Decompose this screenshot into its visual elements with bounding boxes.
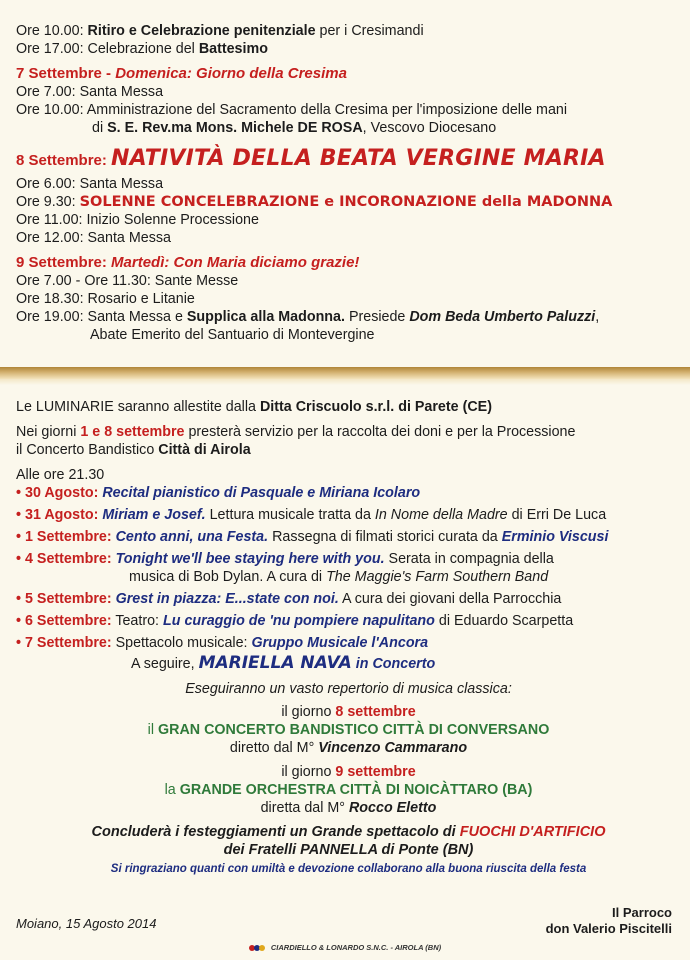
event-title: Ritiro e Celebrazione penitenziale <box>87 23 316 39</box>
event-text: il giorno <box>281 764 336 780</box>
issue-date: Moiano, 15 Agosto 2014 <box>16 916 157 931</box>
event-item <box>16 528 681 546</box>
event-title: SOLENNE CONCELEBRAZIONE e INCORONAZIONE della MADONNA <box>79 194 613 210</box>
event-text: il <box>147 722 158 738</box>
orchestra-name: GRANDE ORCHESTRA CITTÀ DI NOICÀTTARO (BA) <box>179 782 533 798</box>
event-text: A cura dei giovani della Parrocchia <box>338 591 562 607</box>
orchestra-name: GRAN CONCERTO BANDISTICO CITTÀ DI CONVERSANO <box>158 722 550 738</box>
event-text: , Vescovo Diocesano <box>362 120 497 136</box>
event-title: Battesimo <box>198 41 268 57</box>
event-text: presterà servizio per la raccolta dei doni e per la Processione <box>184 424 576 440</box>
event-title: Cento anni, una Festa. <box>111 529 269 545</box>
event-title: Miriam e Josef. <box>98 507 206 523</box>
event-text: diretto dal <box>229 740 297 756</box>
event-text: Le LUMINARIE saranno allestite dalla <box>16 399 260 415</box>
program-line: Ore 11.00: Inizio Solenne Processione <box>16 212 259 228</box>
event-text: Serata in compagnia della <box>384 551 554 567</box>
program-line: Ore 18.30: Rosario e Litanie <box>16 291 195 307</box>
concert-date: 9 settembre <box>335 764 416 780</box>
event-title: Gruppo Musicale l'Ancora <box>251 635 429 651</box>
event-text: il Concerto Bandistico <box>16 442 159 458</box>
day-date: 9 Settembre: <box>16 254 112 271</box>
band-name: Città di Airola <box>158 442 251 458</box>
event-text: , <box>595 309 600 325</box>
program-line <box>16 40 681 58</box>
event-title: Supplica alla Madonna. <box>186 309 345 325</box>
event-item <box>16 590 681 608</box>
event-text: di Eduardo Scarpetta <box>434 613 574 629</box>
event-date: 1 Settembre: <box>25 529 112 545</box>
fireworks-title: FUOCHI D'ARTIFICIO <box>459 824 606 840</box>
event-date: 4 Settembre: <box>25 551 112 567</box>
bullet-icon: • <box>16 635 22 651</box>
director-name: Rocco Eletto <box>348 800 437 816</box>
program-line <box>16 193 681 211</box>
event-title: Grest in piazza: E...state con noi. <box>111 591 339 607</box>
event-item <box>16 506 681 524</box>
concert-1-date <box>16 703 681 721</box>
event-text: il giorno <box>281 704 336 720</box>
event-item <box>16 612 681 630</box>
event-text: musica di Bob Dylan. A cura di <box>129 569 327 585</box>
bullet-icon: • <box>16 529 22 545</box>
time: Ore 10.00: <box>16 102 84 118</box>
day-heading-8-sept <box>16 145 681 175</box>
event-text: per i Cresimandi <box>315 23 424 39</box>
parroco-title: Il Parroco <box>612 905 672 920</box>
event-date: 31 Agosto: <box>25 507 99 523</box>
program-line: Ore 7.00: Santa Messa <box>16 84 164 100</box>
day-title: Domenica: Giorno della Cresima <box>115 65 347 82</box>
event-text: di Erri De Luca <box>507 507 607 523</box>
gold-divider <box>0 367 690 379</box>
event-date: 30 Agosto: <box>25 485 99 501</box>
band-line <box>16 441 681 459</box>
fireworks-company: dei Fratelli PANNELLA di Ponte (BN) <box>223 842 474 858</box>
event-text: la <box>164 782 180 798</box>
program-line <box>16 119 681 137</box>
band-dates: 1 e 8 settembre <box>80 424 185 440</box>
event-text: Nei giorni <box>16 424 81 440</box>
event-date: 5 Settembre: <box>25 591 112 607</box>
day-date: 7 Settembre - <box>16 65 116 82</box>
event-text: Rassegna di filmati storici curata da <box>268 529 502 545</box>
company-name: Ditta Criscuolo s.r.l. di Parete (CE) <box>259 399 492 415</box>
event-item-cont <box>16 652 681 675</box>
concert-1-name <box>16 721 681 739</box>
event-text: Amministrazione del Sacramento della Cresima per l'imposizione delle mani <box>83 102 568 118</box>
curator-name: Erminio Viscusi <box>501 529 609 545</box>
printer-logo-icon <box>249 945 267 952</box>
artist-name: MARIELLA NAVA <box>198 653 352 673</box>
book-title: In Nome della Madre <box>374 507 508 523</box>
event-text: A seguire, <box>131 656 199 672</box>
event-text: di <box>92 120 108 136</box>
time: Ore 17.00: <box>16 41 84 57</box>
event-text: M° <box>327 800 349 816</box>
time: Ore 10.00: <box>16 23 84 39</box>
event-title: Lu curaggio de 'nu pompiere napulitano <box>163 613 435 629</box>
event-date: 6 Settembre: <box>25 613 112 629</box>
parroco-name: don Valerio Piscitelli <box>545 921 672 936</box>
band-name: The Maggie's Farm Southern Band <box>326 569 549 585</box>
event-text: diretta dal <box>260 800 328 816</box>
concert-2-name <box>16 781 681 799</box>
bullet-icon: • <box>16 551 22 567</box>
program-line: Abate Emerito del Santuario di Montevergine <box>90 327 375 343</box>
event-item <box>16 484 681 502</box>
religious-program <box>16 22 681 344</box>
concert-date: 8 settembre <box>335 704 416 720</box>
bullet-icon: • <box>16 507 22 523</box>
printer-name: CIARDIELLO & LONARDO S.N.C. - AIROLA (BN) <box>270 943 442 952</box>
event-text: in Concerto <box>351 656 436 672</box>
event-item <box>16 550 681 568</box>
luminarie-line <box>16 398 681 416</box>
divider-shadow <box>0 379 690 385</box>
bishop-name: S. E. Rev.ma Mons. Michele DE ROSA <box>107 120 363 136</box>
event-text: Santa Messa e <box>83 309 187 325</box>
day-heading-7-sept <box>16 64 681 83</box>
event-date: 7 Settembre: <box>25 635 112 651</box>
band-line <box>16 423 681 441</box>
concert-2-director <box>16 799 681 817</box>
printer-credit <box>0 943 690 952</box>
day-date: 8 Settembre: <box>16 152 112 169</box>
time: Ore 9.30: <box>16 194 80 210</box>
event-text: Presiede <box>344 309 410 325</box>
bullet-icon: • <box>16 613 22 629</box>
program-line <box>16 22 681 40</box>
abbot-name: Dom Beda Umberto Paluzzi <box>409 309 596 325</box>
feast-title: NATIVITÀ DELLA BEATA VERGINE MARIA <box>111 146 606 171</box>
event-title: Tonight we'll bee staying here with you. <box>111 551 385 567</box>
event-item-cont <box>16 568 681 586</box>
concert-2-date <box>16 763 681 781</box>
program-line <box>16 101 681 119</box>
program-line: Ore 6.00: Santa Messa <box>16 176 164 192</box>
day-title: Martedì: Con Maria diciamo grazie! <box>111 254 360 271</box>
day-heading-9-sept <box>16 253 681 272</box>
event-text: Teatro: <box>111 613 164 629</box>
director-name: Vincenzo Cammarano <box>318 740 468 756</box>
fireworks-line <box>16 823 681 841</box>
program-line: Ore 12.00: Santa Messa <box>16 230 171 246</box>
event-text: Concluderà i festeggiamenti un Grande spettacolo di <box>91 824 460 840</box>
signature-block <box>546 905 672 937</box>
event-title: Recital pianistico di Pasquale e Miriana Icolaro <box>98 485 421 501</box>
event-text: Spettacolo musicale: <box>111 635 252 651</box>
event-text: Lettura musicale tratta da <box>205 507 375 523</box>
classical-intro: Eseguiranno un vasto repertorio di musica classica: <box>185 681 512 697</box>
thanks-line: Si ringraziano quanti con umiltà e devozione collaborano alla buona riuscita della festa <box>110 863 587 875</box>
event-text: Celebrazione del <box>83 41 199 57</box>
time: Ore 19.00: <box>16 309 84 325</box>
program-line <box>16 308 681 326</box>
event-text: M° <box>296 740 319 756</box>
bullet-icon: • <box>16 485 22 501</box>
bullet-icon: • <box>16 591 22 607</box>
time-note: Alle ore 21.30 <box>16 467 105 483</box>
civil-events <box>16 398 681 875</box>
event-item <box>16 634 681 652</box>
program-line: Ore 7.00 - Ore 11.30: Sante Messe <box>16 273 239 289</box>
concert-1-director <box>16 739 681 757</box>
